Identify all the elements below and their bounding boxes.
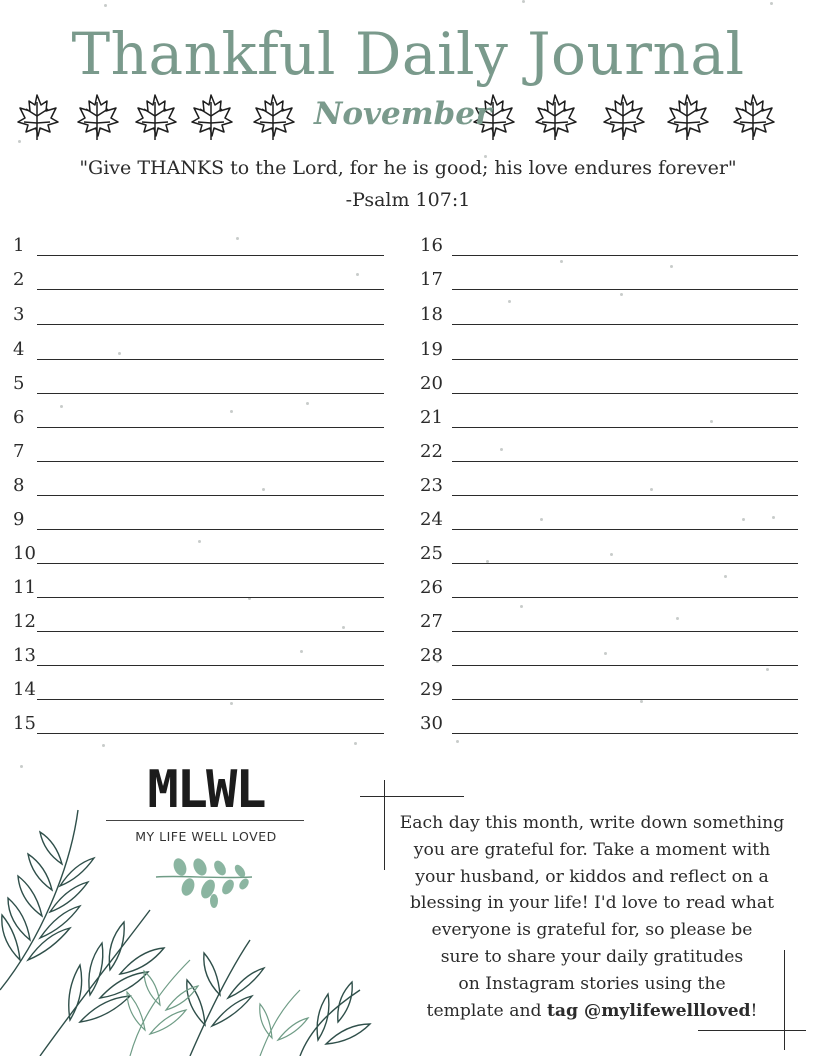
cross-decoration-vertical — [384, 780, 385, 870]
entry-number: 10 — [13, 543, 36, 564]
entry-number: 20 — [420, 373, 443, 394]
maple-leaf-icon — [250, 92, 296, 142]
entry-write-line[interactable] — [37, 563, 384, 564]
entry-row — [420, 578, 798, 598]
entry-write-line[interactable] — [452, 289, 798, 290]
maple-leaf-icon — [188, 92, 234, 142]
maple-leaf-icon — [664, 92, 710, 142]
entry-number: 24 — [420, 509, 443, 530]
scripture-citation: -Psalm 107:1 — [345, 189, 471, 211]
entry-row — [13, 544, 384, 564]
entry-number: 28 — [420, 645, 443, 666]
entry-write-line[interactable] — [452, 631, 798, 632]
entry-row — [420, 476, 798, 496]
entry-row — [420, 680, 798, 700]
entry-number: 5 — [13, 373, 25, 394]
entry-number: 30 — [420, 713, 443, 734]
entry-row — [13, 270, 384, 290]
paper-speck — [456, 740, 459, 743]
entry-number: 15 — [13, 713, 36, 734]
entry-write-line[interactable] — [37, 427, 384, 428]
entry-write-line[interactable] — [37, 529, 384, 530]
instagram-handle: tag @mylifewellloved — [546, 1000, 751, 1021]
instructions-line: blessing in your life! I'd love to read what — [409, 893, 774, 914]
entry-number: 1 — [13, 235, 25, 256]
entry-write-line[interactable] — [452, 427, 798, 428]
maple-leaf-icon — [532, 92, 578, 142]
entry-write-line[interactable] — [452, 324, 798, 325]
entry-row — [420, 544, 798, 564]
entry-number: 12 — [13, 611, 36, 632]
entry-row — [13, 408, 384, 428]
paper-speck — [670, 265, 673, 268]
entry-row — [13, 646, 384, 666]
paper-speck — [230, 702, 233, 705]
logo-tagline: MY LIFE WELL LOVED — [135, 829, 277, 844]
paper-speck — [508, 300, 511, 303]
entry-row — [13, 578, 384, 598]
month-label: November — [314, 96, 492, 132]
maple-leaf-icon — [730, 92, 776, 142]
entry-write-line[interactable] — [37, 733, 384, 734]
entry-row — [13, 714, 384, 734]
instructions-text-span: template and — [426, 1000, 547, 1021]
entry-row — [13, 476, 384, 496]
entry-row — [13, 340, 384, 360]
paper-speck — [766, 668, 769, 671]
entry-write-line[interactable] — [452, 359, 798, 360]
entry-write-line[interactable] — [452, 393, 798, 394]
entry-number: 18 — [420, 304, 443, 325]
entry-write-line[interactable] — [452, 733, 798, 734]
maple-leaf-icon — [14, 92, 60, 142]
paper-speck — [560, 260, 563, 263]
maple-leaf-icon — [74, 92, 120, 142]
entry-number: 6 — [13, 407, 25, 428]
entry-number: 27 — [420, 611, 443, 632]
entry-row — [13, 510, 384, 530]
page-title: Thankful Daily Journal — [71, 20, 745, 88]
entry-row — [420, 646, 798, 666]
entry-number: 23 — [420, 475, 443, 496]
instructions-text-span: ! — [750, 1000, 758, 1021]
entry-row — [420, 408, 798, 428]
cross-decoration-horizontal — [360, 796, 464, 797]
paper-speck — [620, 293, 623, 296]
entry-number: 16 — [420, 235, 443, 256]
entry-row — [420, 236, 798, 256]
entry-number: 7 — [13, 441, 25, 462]
paper-speck — [102, 744, 105, 747]
entry-row — [13, 236, 384, 256]
logo: MLWL — [147, 760, 265, 820]
paper-speck — [198, 540, 201, 543]
entry-row — [13, 612, 384, 632]
maple-leaf-icon — [132, 92, 178, 142]
entry-number: 25 — [420, 543, 443, 564]
entry-write-line[interactable] — [37, 255, 384, 256]
entry-row — [420, 714, 798, 734]
entry-write-line[interactable] — [452, 255, 798, 256]
entry-write-line[interactable] — [37, 324, 384, 325]
entry-number: 29 — [420, 679, 443, 700]
entry-write-line[interactable] — [37, 359, 384, 360]
cross-decoration-horizontal-2 — [698, 1030, 806, 1031]
entry-number: 9 — [13, 509, 25, 530]
entry-write-line[interactable] — [452, 597, 798, 598]
entry-row — [13, 305, 384, 325]
instructions-line: sure to share your daily gratitudes — [440, 946, 744, 967]
entry-write-line[interactable] — [37, 699, 384, 700]
entry-write-line[interactable] — [37, 597, 384, 598]
instructions-text — [396, 810, 788, 1024]
logo-divider — [106, 820, 304, 821]
entry-row — [420, 442, 798, 462]
entry-row — [13, 680, 384, 700]
entry-number: 4 — [13, 339, 25, 360]
entry-number: 19 — [420, 339, 443, 360]
entry-write-line[interactable] — [452, 529, 798, 530]
entry-number: 22 — [420, 441, 443, 462]
entry-write-line[interactable] — [37, 631, 384, 632]
instructions-line: everyone is grateful for, so please be — [431, 920, 753, 941]
entry-write-line[interactable] — [37, 393, 384, 394]
entry-number: 3 — [13, 304, 25, 325]
paper-speck — [20, 765, 23, 768]
entry-row — [420, 612, 798, 632]
entry-write-line[interactable] — [452, 563, 798, 564]
paper-speck — [104, 4, 107, 7]
entry-row — [420, 374, 798, 394]
paper-speck — [770, 2, 773, 5]
instructions-line — [396, 998, 788, 1025]
maple-leaf-icon — [600, 92, 646, 142]
paper-speck — [640, 700, 643, 703]
entry-write-line[interactable] — [452, 665, 798, 666]
entry-number: 11 — [13, 577, 36, 598]
entry-write-line[interactable] — [452, 699, 798, 700]
eucalyptus-sprig-icon — [152, 855, 258, 911]
paper-speck — [354, 742, 357, 745]
entry-number: 2 — [13, 269, 25, 290]
entry-number: 21 — [420, 407, 443, 428]
paper-speck — [306, 402, 309, 405]
entry-row — [420, 305, 798, 325]
entry-row — [420, 340, 798, 360]
entry-write-line[interactable] — [37, 289, 384, 290]
paper-speck — [520, 605, 523, 608]
entry-number: 17 — [420, 269, 443, 290]
entry-row — [420, 510, 798, 530]
instructions-line: on Instagram stories using the — [458, 973, 726, 994]
entry-write-line[interactable] — [452, 495, 798, 496]
entry-write-line[interactable] — [37, 495, 384, 496]
entry-number: 8 — [13, 475, 25, 496]
entry-write-line[interactable] — [37, 461, 384, 462]
entry-write-line[interactable] — [37, 665, 384, 666]
entry-number: 26 — [420, 577, 443, 598]
instructions-line: your husband, or kiddos and reflect on a — [415, 866, 769, 887]
instructions-line: Each day this month, write down something — [399, 813, 785, 833]
scripture-quote: "Give THANKS to the Lord, for he is good; his love endures forever" — [79, 157, 737, 179]
entry-row — [13, 442, 384, 462]
entry-number: 13 — [13, 645, 36, 666]
entry-number: 14 — [13, 679, 36, 700]
paper-speck — [522, 0, 525, 3]
entry-write-line[interactable] — [452, 461, 798, 462]
instructions-line: you are grateful for. Take a moment with — [413, 839, 771, 860]
entry-row — [420, 270, 798, 290]
entry-row — [13, 374, 384, 394]
